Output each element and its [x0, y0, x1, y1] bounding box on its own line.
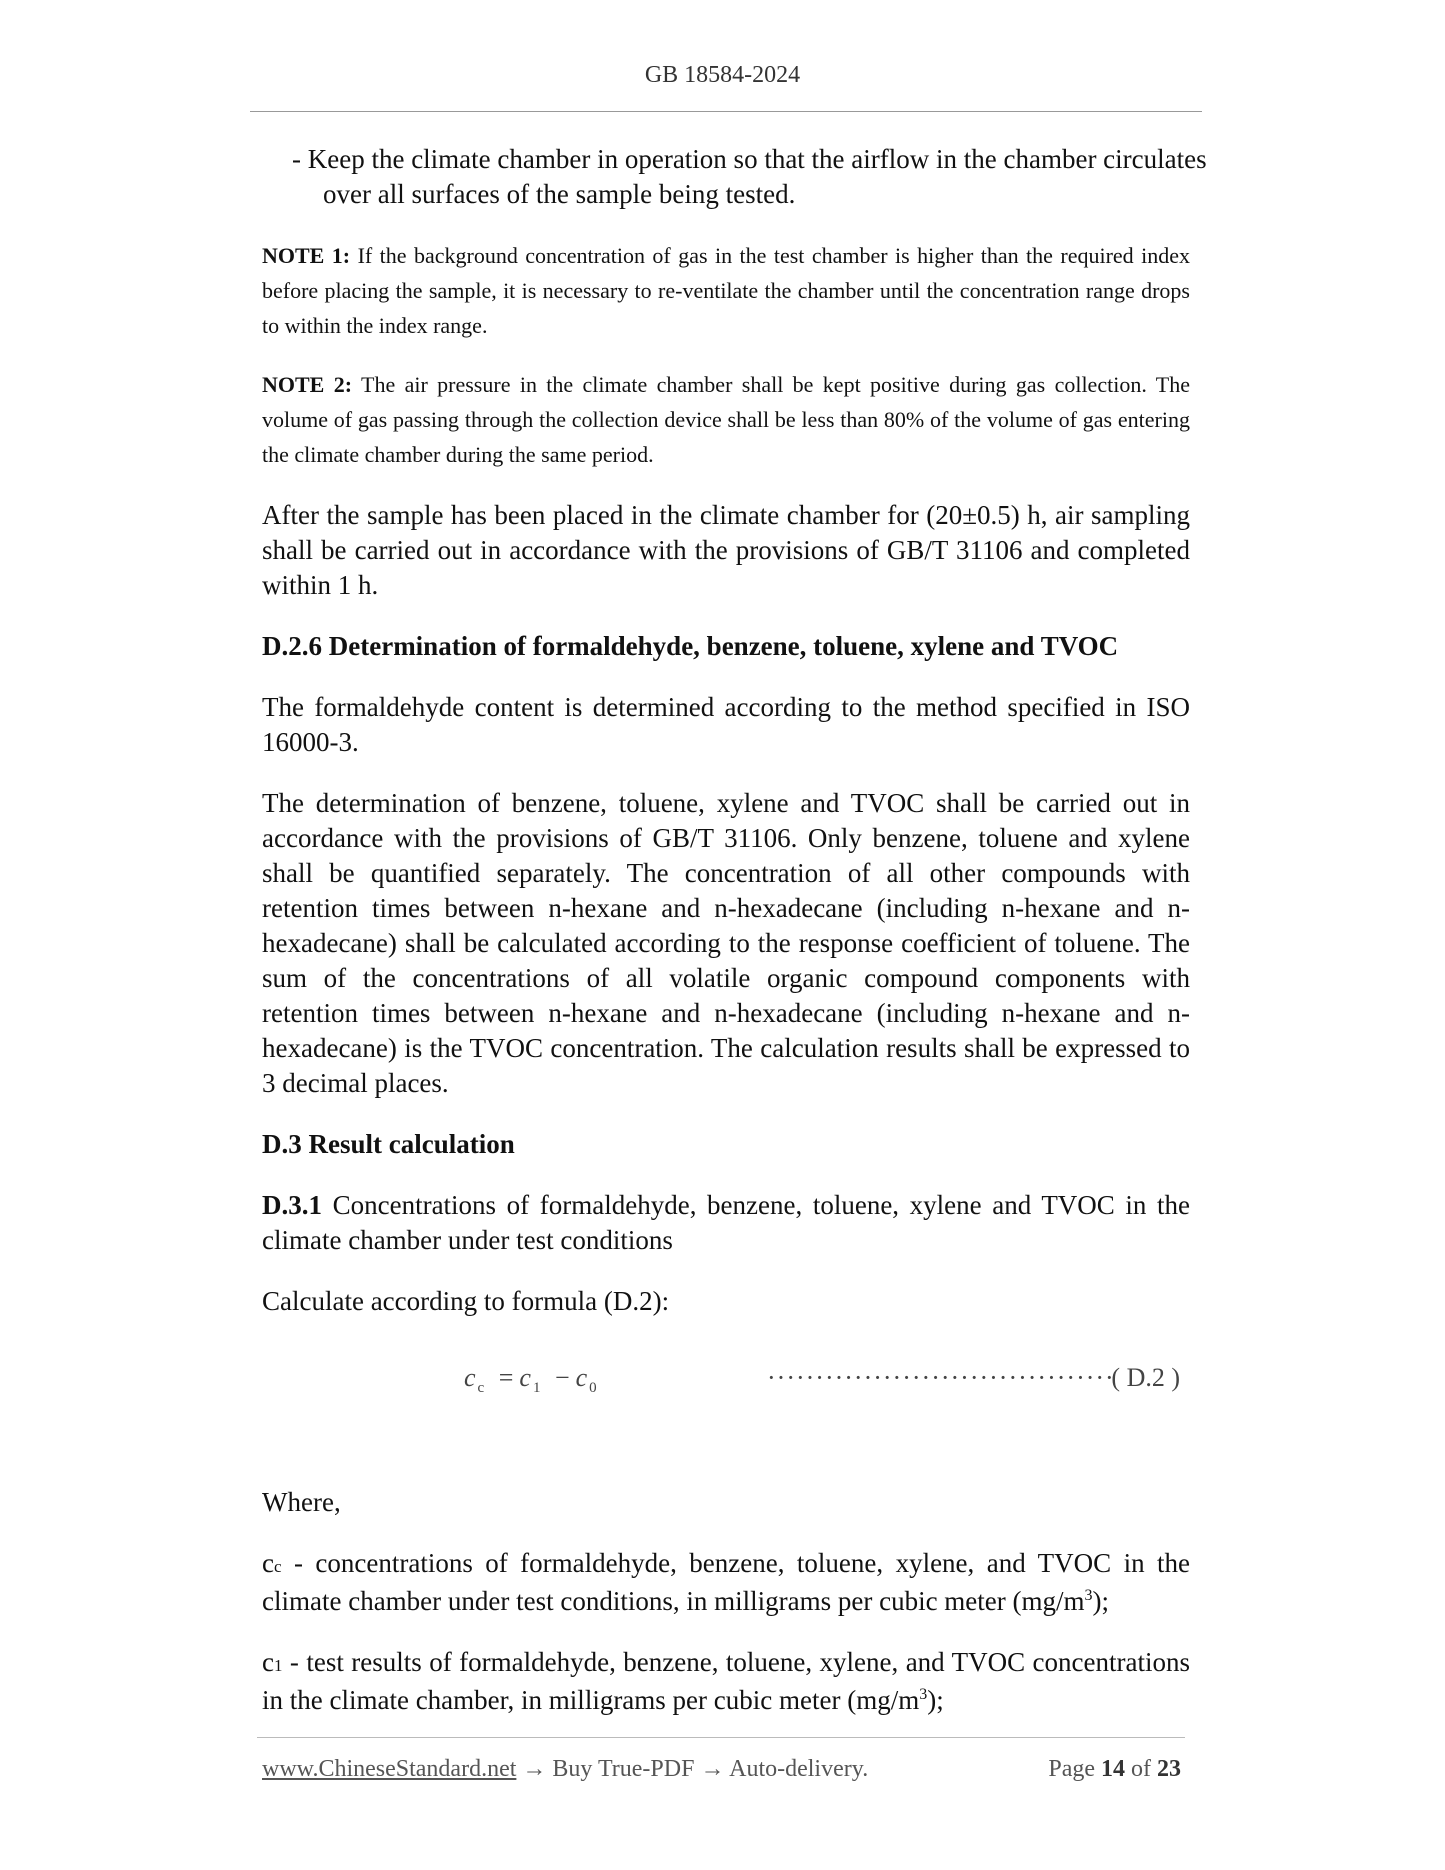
def-c1-end: ); — [927, 1685, 944, 1715]
section-heading-d3: D.3 Result calculation — [262, 1129, 515, 1159]
def-c1-symbol: c — [262, 1647, 274, 1677]
page-total: 23 — [1157, 1756, 1181, 1782]
formula-expression — [464, 1363, 599, 1397]
page-number: 14 — [1101, 1756, 1125, 1782]
page-label: Page — [1048, 1756, 1095, 1782]
formula-term1-sub: 1 — [532, 1380, 543, 1397]
page-body — [262, 142, 1207, 1718]
formula-lhs-sub: c — [477, 1380, 487, 1397]
paragraph-benzene-tvoc: The determination of benzene, toluene, xylene and TVOC shall be carried out in accordance with the provisions of GB/T 31106. Only benzene, toluene and xylene shall be quantified separately. The concentration of all other compounds with retention times between n-hexane and n-hexadecane (including n-hexane and n-hexadecane) shall be calculated according to the response coefficient of toluene. The sum of the concentrations of all volatile organic compound components with retention times between n-hexane and n-hexadecane (including n-hexane and n-hexadecane) is the TVOC concentration. The calculation results shall be expressed to 3 decimal places. — [262, 788, 1190, 1098]
paragraph-calc-intro: Calculate according to formula (D.2): — [262, 1286, 670, 1316]
header-divider — [250, 111, 1202, 112]
note-2-text: The air pressure in the climate chamber shall be kept positive during gas collection. The volume of gas passing through the collection device shall be less than 80% of the volume of gas entering the climate chamber during the same period. — [262, 372, 1190, 467]
def-cc-sup: 3 — [1084, 1587, 1093, 1604]
formula-term1: c — [519, 1363, 533, 1392]
site-link[interactable]: www.ChineseStandard.net — [262, 1756, 517, 1782]
def-cc-symbol: c — [262, 1548, 274, 1578]
bullet-item: - Keep the climate chamber in operation so that the airflow in the chamber circulates over all surfaces of the sample being tested. — [292, 144, 1207, 209]
formula-leader-dots: ···································· — [767, 1363, 1115, 1392]
paragraph-where: Where, — [262, 1487, 341, 1517]
def-c1-sup: 3 — [919, 1686, 928, 1703]
formula-term2-sub: 0 — [589, 1380, 599, 1397]
definition-c1 — [262, 1645, 1190, 1718]
definition-cc — [262, 1546, 1190, 1619]
of-label: of — [1131, 1756, 1151, 1782]
formula-d2 — [262, 1339, 1190, 1459]
formula-lhs: c — [464, 1363, 478, 1392]
def-cc-symbol-sub: c — [273, 1557, 282, 1576]
document-header: GB 18584-2024 — [644, 62, 801, 88]
paragraph-d31 — [262, 1188, 1190, 1258]
note-2 — [262, 367, 1190, 472]
note-1-text: If the background concentration of gas in the test chamber is higher than the required index before placing the sample, it is necessary to re-ventilate the chamber until the concentration range drops to within the index range. — [262, 243, 1190, 338]
formula-term2: c — [575, 1363, 590, 1392]
page-counter — [1048, 1756, 1181, 1783]
footer-promo-text: → Buy True-PDF → Auto-delivery. — [516, 1756, 869, 1782]
d31-label: D.3.1 — [262, 1190, 322, 1220]
footer-promo — [262, 1756, 868, 1783]
d31-text: Concentrations of formaldehyde, benzene, toluene, xylene and TVOC in the climate chamber under test conditions — [262, 1190, 1190, 1255]
note-2-label: NOTE 2: — [262, 372, 353, 397]
def-cc-end: ); — [1092, 1586, 1110, 1616]
footer-divider — [257, 1737, 1185, 1738]
formula-number: ( D.2 ) — [1111, 1363, 1180, 1392]
note-1-label: NOTE 1: — [262, 243, 351, 268]
paragraph-formaldehyde: The formaldehyde content is determined according to the method specified in ISO 16000-3. — [262, 692, 1190, 757]
paragraph-sampling: After the sample has been placed in the climate chamber for (20±0.5) h, air sampling shall be carried out in accordance with the provisions of GB/T 31106 and completed within 1 h. — [262, 500, 1190, 600]
def-cc-text: - concentrations of formaldehyde, benzene, toluene, xylene, and TVOC in the climate chamber under test conditions, in milligrams per cubic meter (mg/m — [262, 1548, 1190, 1616]
formula-equals: = — [498, 1363, 516, 1392]
formula-minus: − — [554, 1363, 572, 1392]
def-c1-text: - test results of formaldehyde, benzene, toluene, xylene, and TVOC concentrations in the climate chamber, in milligrams per cubic meter (mg/m — [262, 1647, 1190, 1715]
section-heading-d26: D.2.6 Determination of formaldehyde, benzene, toluene, xylene and TVOC — [262, 631, 1119, 661]
def-c1-symbol-sub: 1 — [273, 1656, 283, 1675]
note-1 — [262, 238, 1190, 343]
